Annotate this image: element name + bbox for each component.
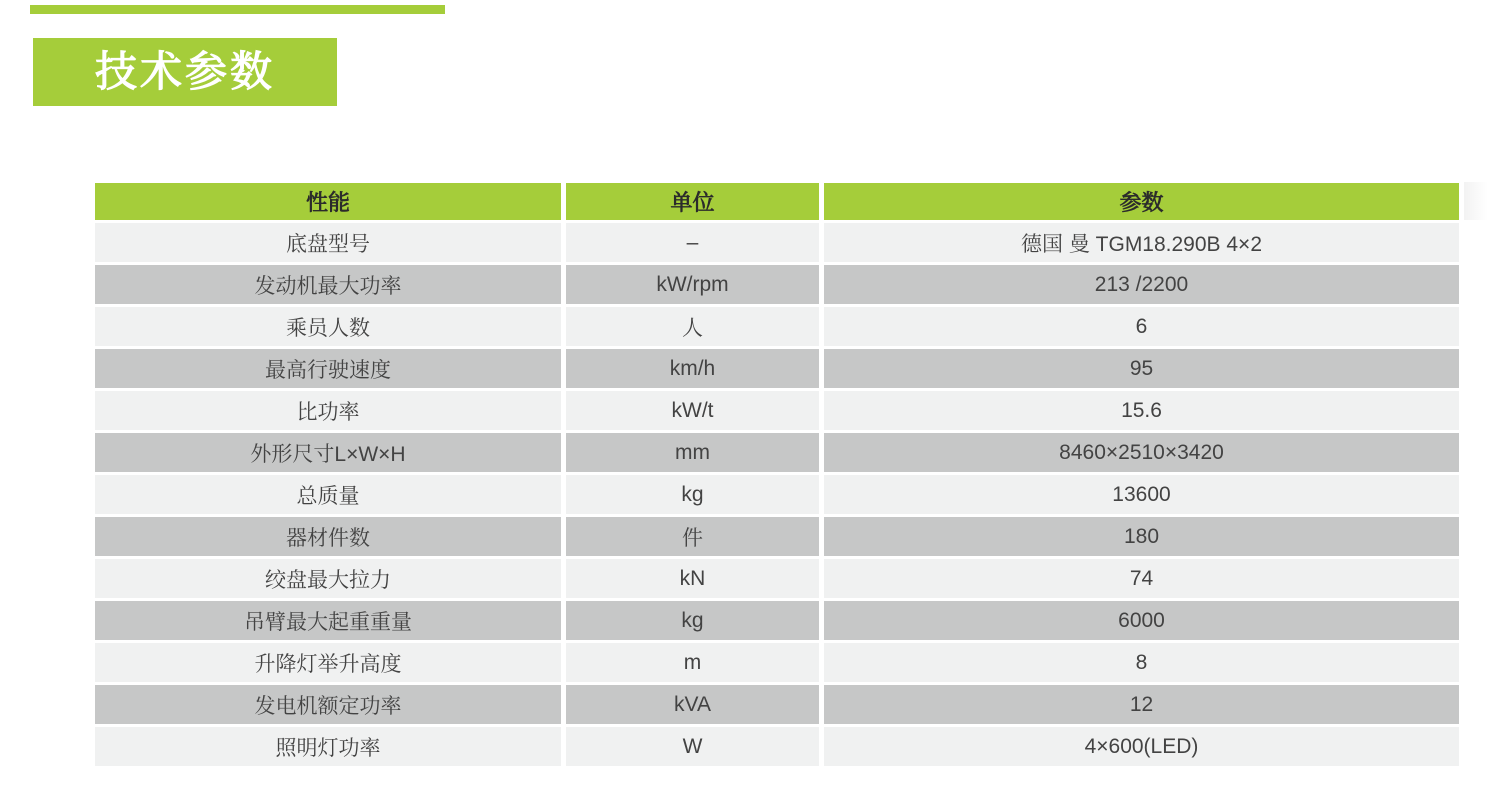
row-property-cell: 最高行驶速度 <box>95 349 561 388</box>
row-property-cell: 乘员人数 <box>95 307 561 346</box>
row-value-cell: 6000 <box>824 601 1459 640</box>
row-value-cell: 13600 <box>824 475 1459 514</box>
row-unit-cell: m <box>566 643 819 682</box>
row-value-cell: 12 <box>824 685 1459 724</box>
row-value-cell: 6 <box>824 307 1459 346</box>
row-value-cell: 15.6 <box>824 391 1459 430</box>
column-header-unit: 单位 <box>566 183 819 220</box>
row-property-cell: 升降灯举升高度 <box>95 643 561 682</box>
row-unit-cell: kW/t <box>566 391 819 430</box>
row-value-cell: 213 /2200 <box>824 265 1459 304</box>
spec-table <box>95 183 1459 766</box>
row-unit-cell: mm <box>566 433 819 472</box>
row-property-cell: 比功率 <box>95 391 561 430</box>
row-property-cell: 照明灯功率 <box>95 727 561 766</box>
row-unit-cell: kg <box>566 475 819 514</box>
section-title: 技术参数 <box>94 48 275 95</box>
row-property-cell: 器材件数 <box>95 517 561 556</box>
row-property-cell: 总质量 <box>95 475 561 514</box>
top-accent-strip <box>30 5 445 14</box>
row-property-cell: 吊臂最大起重重量 <box>95 601 561 640</box>
row-property-cell: 绞盘最大拉力 <box>95 559 561 598</box>
row-unit-cell: kW/rpm <box>566 265 819 304</box>
row-unit-cell: W <box>566 727 819 766</box>
row-property-cell: 发动机最大功率 <box>95 265 561 304</box>
row-value-cell: 74 <box>824 559 1459 598</box>
row-unit-cell: kg <box>566 601 819 640</box>
row-unit-cell: 人 <box>566 307 819 346</box>
row-unit-cell: km/h <box>566 349 819 388</box>
row-unit-cell: 件 <box>566 517 819 556</box>
row-value-cell: 180 <box>824 517 1459 556</box>
row-value-cell: 4×600(LED) <box>824 727 1459 766</box>
row-property-cell: 外形尺寸L×W×H <box>95 433 561 472</box>
row-unit-cell: – <box>566 223 819 262</box>
row-unit-cell: kVA <box>566 685 819 724</box>
row-unit-cell: kN <box>566 559 819 598</box>
row-property-cell: 发电机额定功率 <box>95 685 561 724</box>
row-property-cell: 底盘型号 <box>95 223 561 262</box>
row-value-cell: 8 <box>824 643 1459 682</box>
column-header-property: 性能 <box>95 183 561 220</box>
row-value-cell: 95 <box>824 349 1459 388</box>
column-header-value: 参数 <box>824 183 1459 220</box>
row-value-cell: 德国 曼 TGM18.290B 4×2 <box>824 223 1459 262</box>
section-title-banner <box>33 38 337 106</box>
row-value-cell: 8460×2510×3420 <box>824 433 1459 472</box>
page-edge-shadow <box>1464 182 1488 220</box>
